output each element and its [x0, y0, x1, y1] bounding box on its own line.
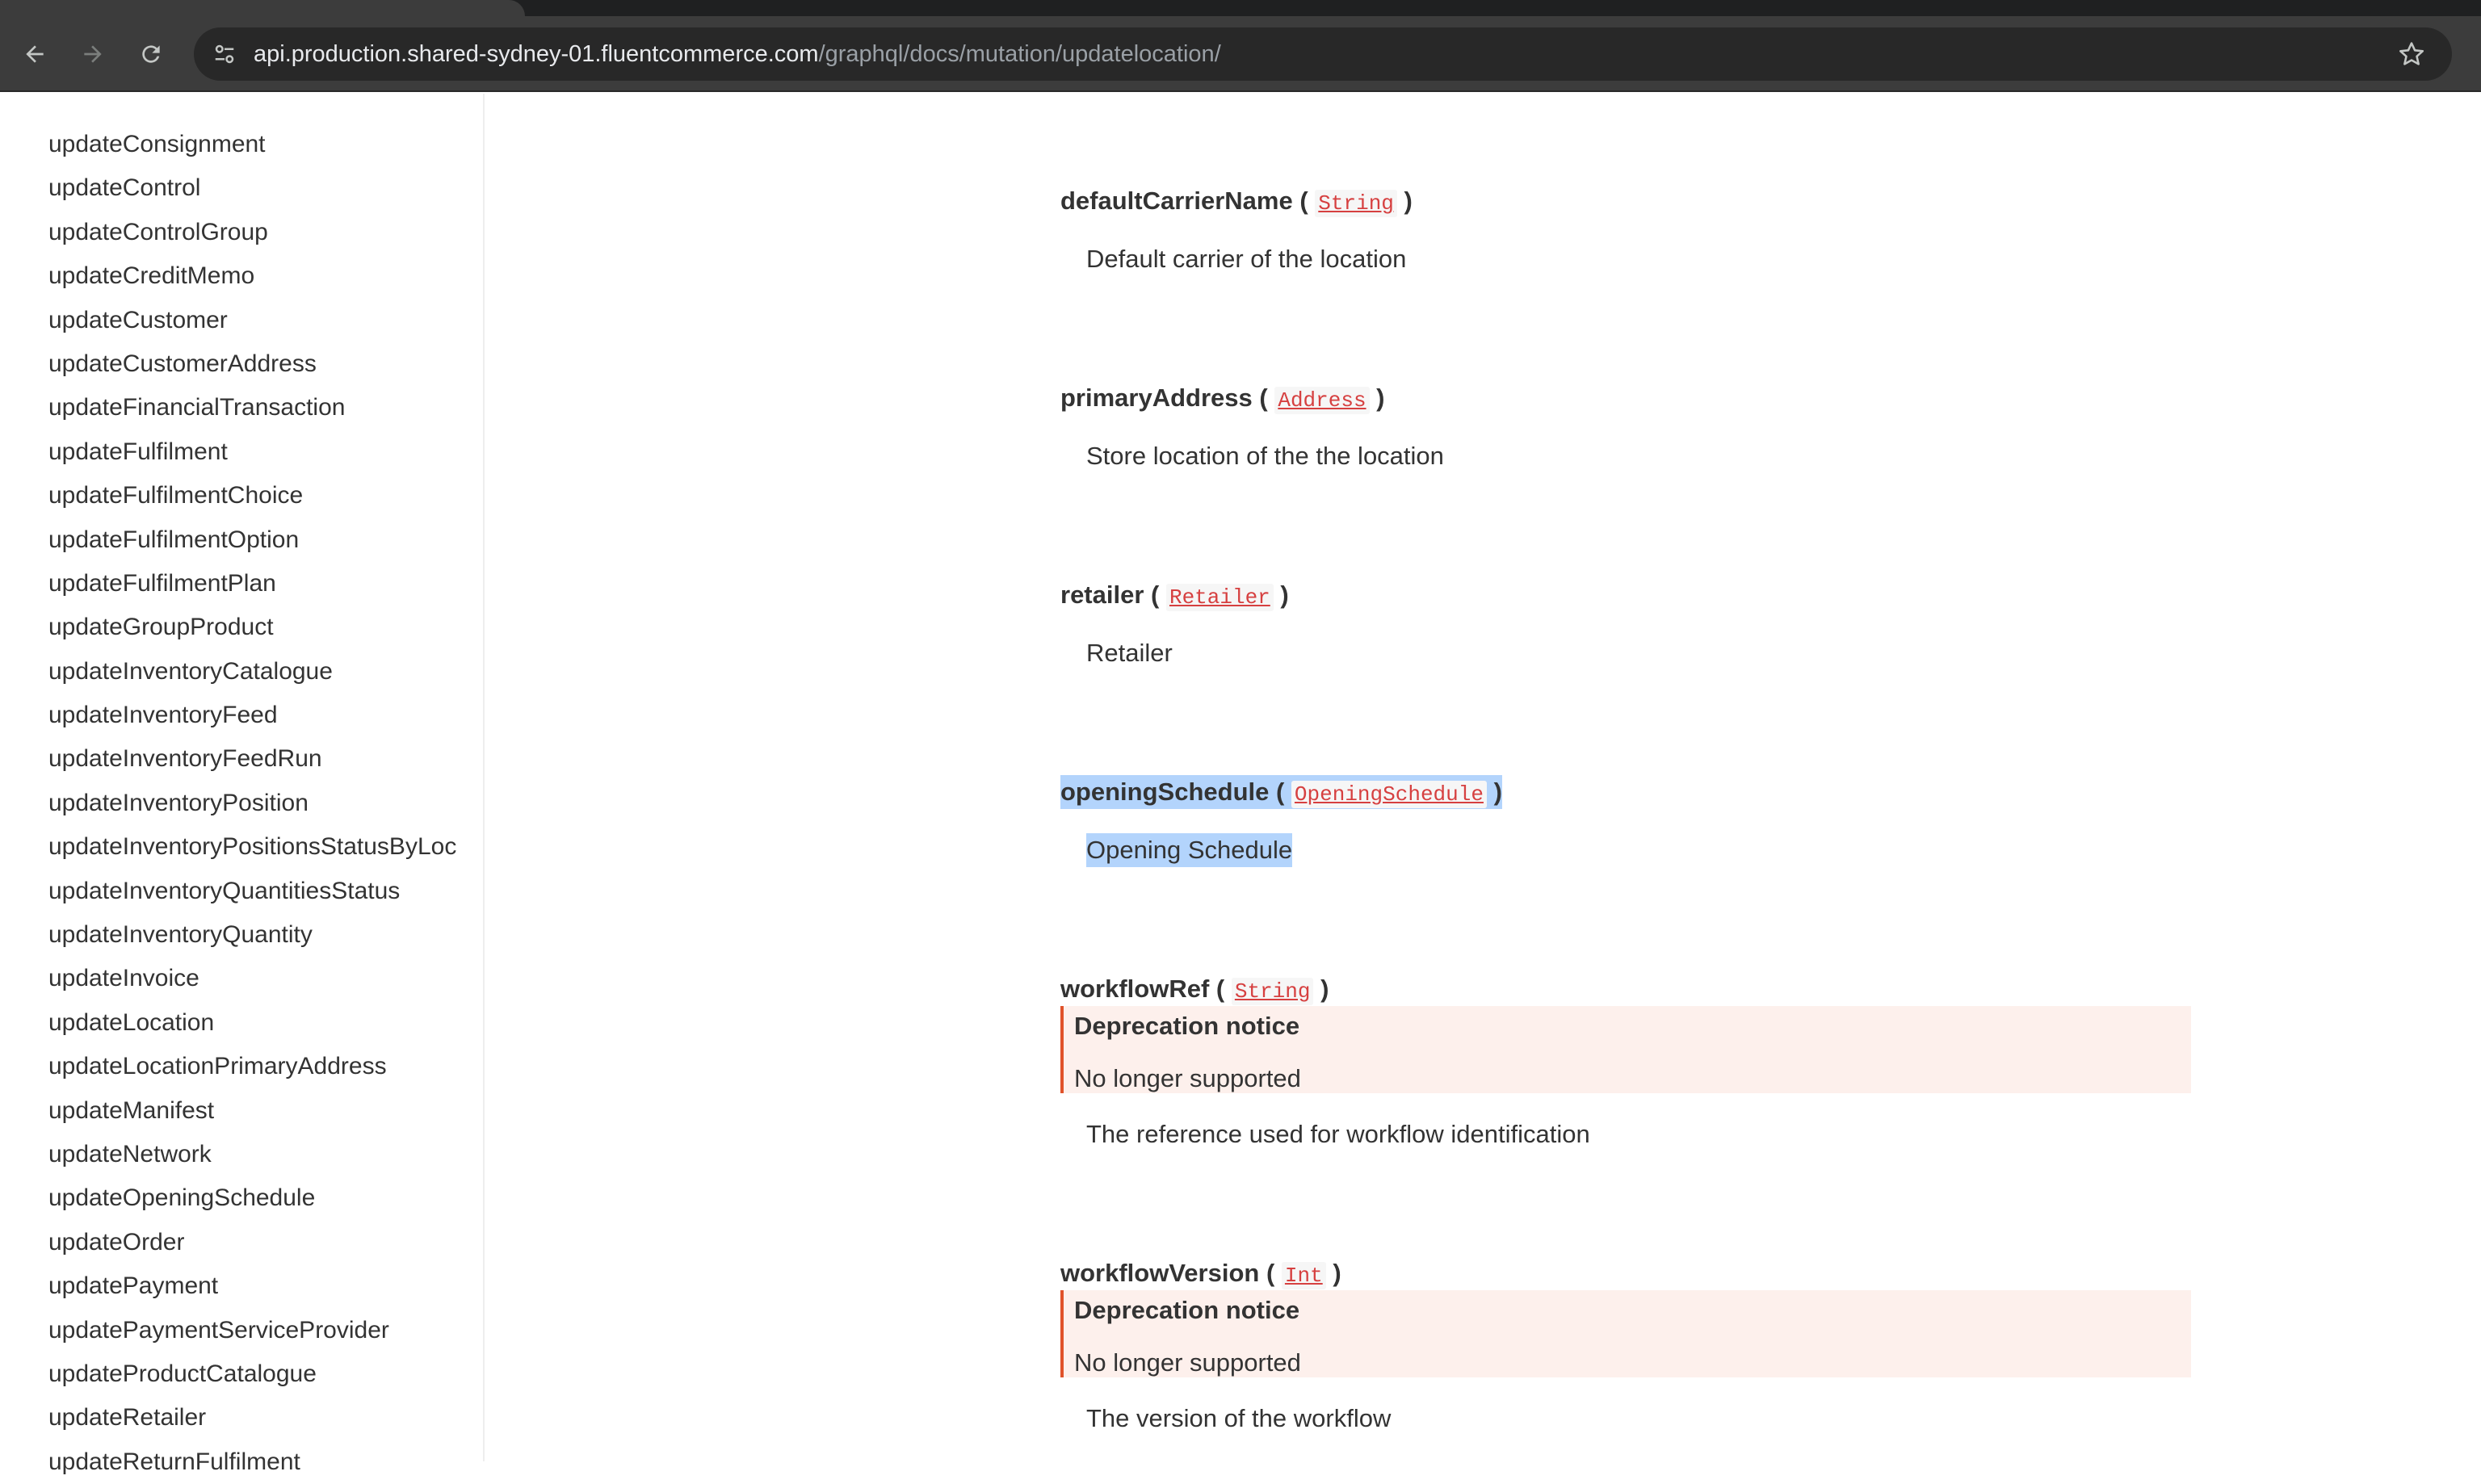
field-description: Default carrier of the location [1086, 245, 1407, 273]
field-name: primaryAddress [1060, 384, 1253, 412]
field-header: retailer ( Retailer ) [1060, 581, 1289, 610]
deprecation-notice [1060, 1006, 2191, 1093]
field-retailer [1060, 578, 2191, 670]
sidebar-item-updateopeningschedule[interactable]: updateOpeningSchedule [48, 1184, 316, 1212]
sidebar-item-updateinventoryfeedrun[interactable]: updateInventoryFeedRun [48, 745, 322, 773]
sidebar-item-updatefulfilmentoption[interactable]: updateFulfilmentOption [48, 526, 300, 553]
field-description: The reference used for workflow identification [1086, 1120, 1590, 1148]
sidebar-item-updateinventoryquantitiesstatus[interactable]: updateInventoryQuantitiesStatus [48, 877, 401, 904]
sidebar-item-updatemanifest[interactable]: updateManifest [48, 1096, 215, 1124]
deprecation-title: Deprecation notice [1074, 1012, 1300, 1040]
field-name: defaultCarrierName [1060, 187, 1293, 215]
url-path: /graphql/docs/mutation/updatelocation/ [818, 41, 1221, 67]
browser-toolbar [0, 16, 2481, 92]
type-link-string[interactable]: String [1232, 978, 1314, 1005]
type-link-int[interactable]: Int [1282, 1262, 1326, 1289]
type-link-string[interactable]: String [1315, 190, 1397, 217]
sidebar-item-updateorder[interactable]: updateOrder [48, 1228, 185, 1256]
sidebar-item-updatelocation[interactable]: updateLocation [48, 1008, 215, 1036]
sidebar-item-updatefulfilmentplan[interactable]: updateFulfilmentPlan [48, 569, 276, 597]
sidebar-item-updatepayment[interactable]: updatePayment [48, 1272, 219, 1300]
field-openingschedule [1060, 775, 2191, 867]
field-header: primaryAddress ( Address ) [1060, 384, 1385, 413]
sidebar-item-updatereturnfulfilment[interactable]: updateReturnFulfilment [48, 1448, 300, 1475]
site-settings-button[interactable] [205, 35, 244, 73]
sidebar-item-updatecustomeraddress[interactable]: updateCustomerAddress [48, 350, 317, 377]
mutation-sidebar [0, 94, 485, 1475]
sidebar-item-updateinventoryquantity[interactable]: updateInventoryQuantity [48, 921, 313, 949]
deprecation-body: No longer supported [1074, 1348, 1301, 1377]
type-link-retailer[interactable]: Retailer [1166, 584, 1274, 611]
field-name: openingSchedule [1060, 778, 1270, 806]
field-primaryaddress [1060, 381, 2191, 473]
deprecation-title: Deprecation notice [1074, 1296, 1300, 1324]
field-workflowversion [1060, 1256, 2191, 1436]
deprecation-body: No longer supported [1074, 1064, 1301, 1092]
sidebar-item-updateinventorypositionsstatusbyloc[interactable]: updateInventoryPositionsStatusByLoc [48, 833, 457, 861]
type-link-address[interactable]: Address [1274, 387, 1369, 414]
bookmark-button[interactable] [2395, 38, 2428, 70]
url-text[interactable] [254, 40, 1221, 68]
field-name: workflowRef [1060, 975, 1210, 1003]
back-button[interactable] [15, 34, 55, 74]
field-description: Opening Schedule [1086, 833, 1292, 867]
field-description: Store location of the the location [1086, 442, 1444, 470]
forward-button[interactable] [73, 34, 113, 74]
field-header: workflowVersion ( Int ) [1060, 1259, 1341, 1288]
field-name: retailer [1060, 581, 1144, 609]
sidebar-item-updatecontrolgroup[interactable]: updateControlGroup [48, 218, 268, 245]
reload-icon [138, 41, 164, 67]
sidebar-item-updateinventoryposition[interactable]: updateInventoryPosition [48, 789, 309, 816]
field-header: defaultCarrierName ( String ) [1060, 187, 1413, 216]
field-description: The version of the workflow [1086, 1404, 1392, 1432]
sidebar-item-updatefinancialtransaction[interactable]: updateFinancialTransaction [48, 394, 346, 421]
deprecation-notice [1060, 1290, 2191, 1377]
field-header: openingSchedule ( OpeningSchedule ) [1060, 775, 1502, 809]
url-host: api.production.shared-sydney-01.fluentcommerce.com [254, 41, 819, 67]
field-workflowref [1060, 972, 2191, 1151]
mutation-list [48, 123, 485, 1484]
sidebar-item-updatenetwork[interactable]: updateNetwork [48, 1140, 212, 1167]
type-link-openingschedule[interactable]: OpeningSchedule [1291, 781, 1487, 808]
sidebar-item-updatecreditmemo[interactable]: updateCreditMemo [48, 262, 255, 290]
reload-button[interactable] [131, 34, 171, 74]
back-arrow-icon [22, 41, 48, 67]
field-description: Retailer [1086, 639, 1173, 667]
sidebar-item-updateretailer[interactable]: updateRetailer [48, 1404, 207, 1432]
sidebar-item-updateconsignment[interactable]: updateConsignment [48, 131, 266, 157]
sidebar-item-updateproductcatalogue[interactable]: updateProductCatalogue [48, 1360, 317, 1387]
active-browser-tab[interactable] [0, 0, 525, 16]
sidebar-item-updategroupproduct[interactable]: updateGroupProduct [48, 614, 274, 641]
sidebar-item-updateinventoryfeed[interactable]: updateInventoryFeed [48, 702, 278, 729]
sidebar-item-updatecontrol[interactable]: updateControl [48, 174, 201, 202]
field-defaultcarriername [1060, 184, 2191, 276]
browser-tab-strip [0, 0, 2481, 16]
sidebar-item-updatepaymentserviceprovider[interactable]: updatePaymentServiceProvider [48, 1316, 389, 1344]
sidebar-item-updatefulfilment[interactable]: updateFulfilment [48, 438, 228, 465]
field-name: workflowVersion [1060, 1259, 1260, 1287]
sidebar-item-updateinventorycatalogue[interactable]: updateInventoryCatalogue [48, 657, 333, 685]
sidebar-item-updatelocationprimaryaddress[interactable]: updateLocationPrimaryAddress [48, 1053, 387, 1080]
address-bar[interactable] [194, 27, 2452, 81]
sidebar-item-updateinvoice[interactable]: updateInvoice [48, 965, 199, 992]
field-header: workflowRef ( String ) [1060, 975, 1329, 1004]
sidebar-item-updatecustomer[interactable]: updateCustomer [48, 306, 228, 333]
forward-arrow-icon [80, 41, 106, 67]
sidebar-item-updatefulfilmentchoice[interactable]: updateFulfilmentChoice [48, 482, 304, 509]
bookmark-star-icon [2398, 40, 2425, 68]
site-settings-icon [212, 42, 237, 66]
